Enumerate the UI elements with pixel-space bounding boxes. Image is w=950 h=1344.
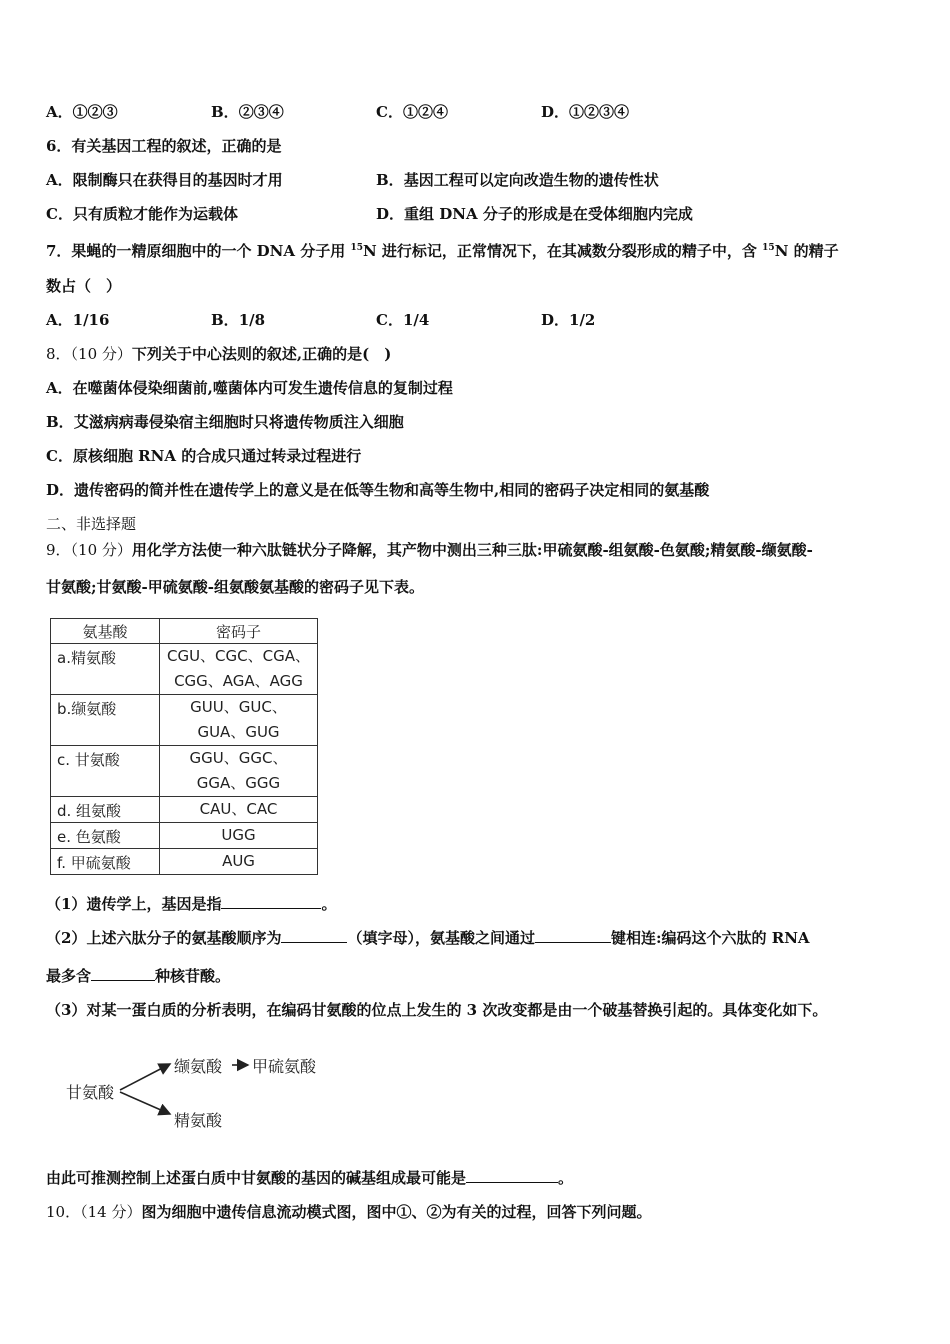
table-header: 密码子: [160, 619, 318, 644]
q10-stem: 10．（14 分）图为细胞中遗传信息流动模式图，图中①、②为有关的过程，回答下列问题。: [46, 1203, 652, 1221]
q5-option-a: A．①②③: [46, 103, 118, 121]
q7-option-d: D．1/2: [541, 311, 596, 329]
codon-cell: CGU、CGC、CGA、 CGG、AGA、AGG: [160, 644, 318, 695]
table-row: [51, 644, 318, 695]
table-row: [51, 849, 318, 875]
answer-blank[interactable]: [466, 1168, 558, 1183]
q9-sub2-line2: 最多含 种核苷酸。: [46, 967, 231, 985]
table-header-row: [51, 619, 318, 644]
arrow-to-valine: [120, 1064, 170, 1090]
diagram-glycine: 甘氨酸: [66, 1083, 115, 1102]
q9-stem: 9．（10 分）用化学方法使一种六肽链状分子降解，其产物中测出三种三肽:甲硫氨酸-组氨酸-色氨酸;精氨酸-缬氨酸-: [46, 541, 813, 559]
q7-stem-line2: 数占（ ）: [46, 277, 122, 295]
amino-acid-cell: e. 色氨酸: [51, 823, 160, 849]
q7-option-c: C．1/4: [376, 311, 430, 329]
codon-cell: GUU、GUC、 GUA、GUG: [160, 695, 318, 746]
q9-conclusion: 由此可推测控制上述蛋白质中甘氨酸的基因的碱基组成最可能是 。: [46, 1169, 574, 1187]
amino-acid-cell: d. 组氨酸: [51, 797, 160, 823]
q6-option-c: C．只有质粒才能作为运载体: [46, 205, 238, 223]
q8-option-a: A．在噬菌体侵染细菌前,噬菌体内可发生遗传信息的复制过程: [46, 379, 453, 397]
codon-cell: AUG: [160, 849, 318, 875]
q7-option-a: A．1/16: [46, 311, 110, 329]
amino-acid-cell: f. 甲硫氨酸: [51, 849, 160, 875]
codon-cell: UGG: [160, 823, 318, 849]
q8-option-d: D．遗传密码的简并性在遗传学上的意义是在低等生物和高等生物中,相同的密码子决定相同的氨基酸: [46, 481, 710, 499]
codon-cell: CAU、CAC: [160, 797, 318, 823]
diagram-valine: 缬氨酸: [174, 1057, 223, 1076]
q6-option-b: B．基因工程可以定向改造生物的遗传性状: [376, 171, 659, 189]
q5-option-b: B．②③④: [211, 103, 284, 121]
q7-stem: 7．果蝇的一精原细胞中的一个 DNA 分子用 $^{15}$N 进行标记，正常情况下，在其减数分裂形成的精子中，含 $^{15}$N 的精子: [46, 242, 839, 260]
amino-acid-cell: a.精氨酸: [51, 644, 160, 695]
q5-option-c: C．①②④: [376, 103, 448, 121]
q8-option-b: B．艾滋病病毒侵染宿主细胞时只将遗传物质注入细胞: [46, 413, 404, 431]
q7-option-b: B．1/8: [211, 311, 266, 329]
arrow-to-arginine: [120, 1092, 170, 1114]
q9-stem-line2: 甘氨酸;甘氨酸-甲硫氨酸-组氨酸氨基酸的密码子见下表。: [46, 578, 424, 596]
q9-sub3: （3）对某一蛋白质的分析表明，在编码甘氨酸的位点上发生的 3 次改变都是由一个破基替换引起的。具体变化如下。: [46, 1001, 828, 1019]
diagram-arginine: 精氨酸: [174, 1111, 223, 1130]
codon-table: [50, 618, 318, 875]
answer-blank[interactable]: [281, 928, 347, 943]
codon-cell: GGU、GGC、 GGA、GGG: [160, 746, 318, 797]
q9-sub2: （2）上述六肽分子的氨基酸顺序为 （填字母），氨基酸之间通过 键相连:编码这个六肽的 RNA: [46, 929, 810, 947]
amino-acid-cell: b.缬氨酸: [51, 695, 160, 746]
table-header: 氨基酸: [51, 619, 160, 644]
q6-option-a: A．限制酶只在获得目的基因时才用: [46, 171, 283, 189]
q6-option-d: D．重组 DNA 分子的形成是在受体细胞内完成: [376, 205, 693, 223]
answer-blank[interactable]: [535, 928, 611, 943]
amino-acid-cell: c. 甘氨酸: [51, 746, 160, 797]
section-heading: 二、非选择题: [46, 515, 137, 533]
diagram-methionine: 甲硫氨酸: [252, 1057, 317, 1076]
q8-stem: 8．（10 分）下列关于中心法则的叙述,正确的是( ): [46, 345, 392, 363]
table-row: [51, 746, 318, 797]
table-row: [51, 823, 318, 849]
q5-option-d: D．①②③④: [541, 103, 630, 121]
q8-option-c: C．原核细胞 RNA 的合成只通过转录过程进行: [46, 447, 362, 465]
table-row: [51, 797, 318, 823]
q6-stem: 6．有关基因工程的叙述，正确的是: [46, 137, 282, 155]
table-row: [51, 695, 318, 746]
answer-blank[interactable]: [221, 894, 321, 909]
answer-blank[interactable]: [91, 966, 155, 981]
mutation-diagram: [62, 1050, 362, 1140]
q9-sub1: （1）遗传学上，基因是指 。: [46, 895, 337, 913]
